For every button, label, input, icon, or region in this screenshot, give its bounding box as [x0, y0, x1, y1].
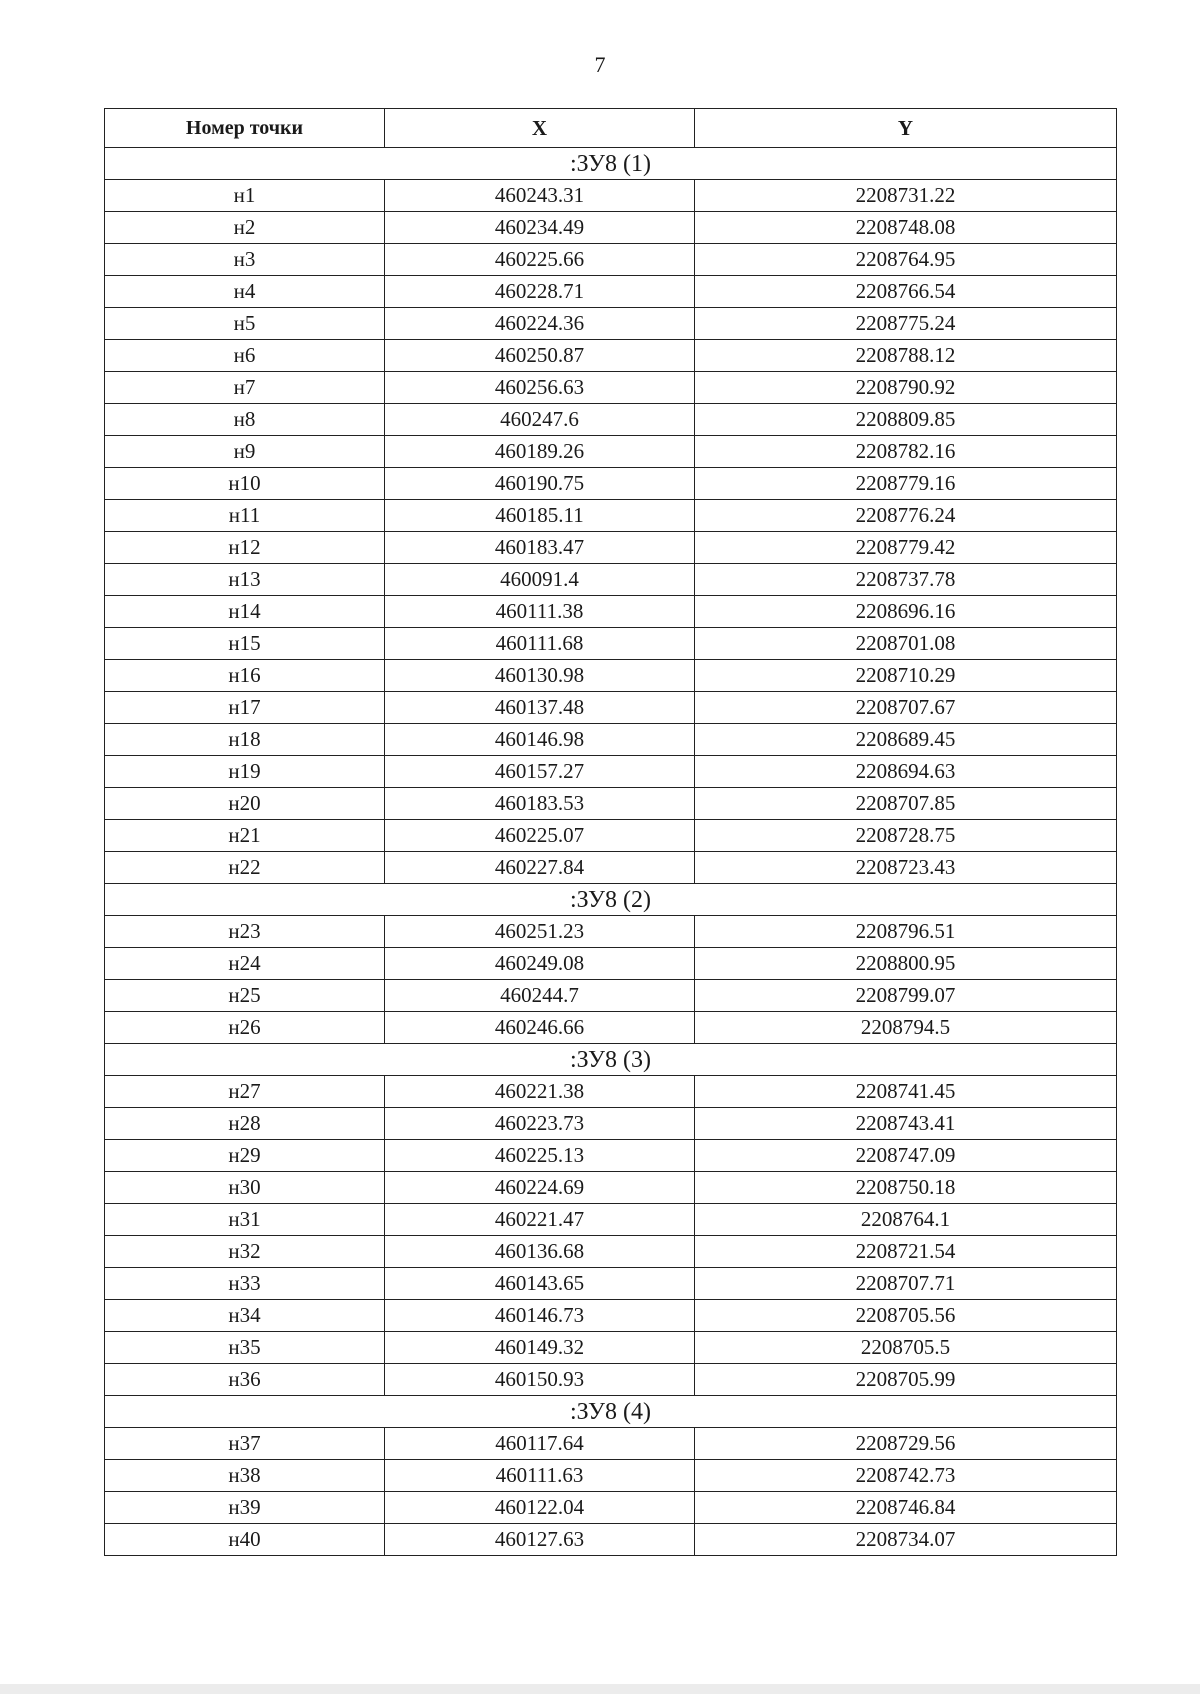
point-number-cell: н5	[105, 308, 385, 340]
point-number-cell: н15	[105, 628, 385, 660]
x-coordinate-cell: 460225.66	[385, 244, 695, 276]
table-row	[105, 1492, 1117, 1524]
point-number-cell: н10	[105, 468, 385, 500]
y-coordinate-cell: 2208734.07	[695, 1524, 1117, 1556]
y-coordinate-cell: 2208743.41	[695, 1108, 1117, 1140]
x-coordinate-cell: 460234.49	[385, 212, 695, 244]
x-coordinate-cell: 460111.68	[385, 628, 695, 660]
x-coordinate-cell: 460244.7	[385, 980, 695, 1012]
header-point-number: Номер точки	[105, 109, 385, 148]
section-title: :ЗУ8 (1)	[105, 148, 1117, 180]
table-row	[105, 820, 1117, 852]
point-number-cell: н31	[105, 1204, 385, 1236]
table-row	[105, 1236, 1117, 1268]
section-row	[105, 148, 1117, 180]
point-number-cell: н26	[105, 1012, 385, 1044]
y-coordinate-cell: 2208809.85	[695, 404, 1117, 436]
point-number-cell: н28	[105, 1108, 385, 1140]
point-number-cell: н18	[105, 724, 385, 756]
table-row	[105, 564, 1117, 596]
table-row	[105, 276, 1117, 308]
table-row	[105, 660, 1117, 692]
table-row	[105, 1268, 1117, 1300]
x-coordinate-cell: 460183.53	[385, 788, 695, 820]
table-row	[105, 756, 1117, 788]
point-number-cell: н40	[105, 1524, 385, 1556]
x-coordinate-cell: 460111.38	[385, 596, 695, 628]
x-coordinate-cell: 460225.07	[385, 820, 695, 852]
x-coordinate-cell: 460223.73	[385, 1108, 695, 1140]
x-coordinate-cell: 460117.64	[385, 1428, 695, 1460]
x-coordinate-cell: 460190.75	[385, 468, 695, 500]
table-row	[105, 1172, 1117, 1204]
header-x: X	[385, 109, 695, 148]
y-coordinate-cell: 2208710.29	[695, 660, 1117, 692]
x-coordinate-cell: 460224.36	[385, 308, 695, 340]
point-number-cell: н6	[105, 340, 385, 372]
point-number-cell: н34	[105, 1300, 385, 1332]
section-row	[105, 884, 1117, 916]
x-coordinate-cell: 460227.84	[385, 852, 695, 884]
point-number-cell: н20	[105, 788, 385, 820]
x-coordinate-cell: 460146.98	[385, 724, 695, 756]
x-coordinate-cell: 460136.68	[385, 1236, 695, 1268]
x-coordinate-cell: 460228.71	[385, 276, 695, 308]
x-coordinate-cell: 460143.65	[385, 1268, 695, 1300]
point-number-cell: н19	[105, 756, 385, 788]
table-row	[105, 308, 1117, 340]
section-row	[105, 1396, 1117, 1428]
x-coordinate-cell: 460146.73	[385, 1300, 695, 1332]
y-coordinate-cell: 2208707.85	[695, 788, 1117, 820]
x-coordinate-cell: 460247.6	[385, 404, 695, 436]
y-coordinate-cell: 2208779.16	[695, 468, 1117, 500]
table-row	[105, 596, 1117, 628]
y-coordinate-cell: 2208790.92	[695, 372, 1117, 404]
point-number-cell: н37	[105, 1428, 385, 1460]
table-row	[105, 948, 1117, 980]
y-coordinate-cell: 2208729.56	[695, 1428, 1117, 1460]
coordinates-table	[104, 108, 1117, 1556]
y-coordinate-cell: 2208776.24	[695, 500, 1117, 532]
table-row	[105, 244, 1117, 276]
point-number-cell: н11	[105, 500, 385, 532]
point-number-cell: н25	[105, 980, 385, 1012]
x-coordinate-cell: 460243.31	[385, 180, 695, 212]
y-coordinate-cell: 2208799.07	[695, 980, 1117, 1012]
table-row	[105, 1428, 1117, 1460]
point-number-cell: н29	[105, 1140, 385, 1172]
table-body	[105, 148, 1117, 1556]
y-coordinate-cell: 2208731.22	[695, 180, 1117, 212]
y-coordinate-cell: 2208705.5	[695, 1332, 1117, 1364]
x-coordinate-cell: 460225.13	[385, 1140, 695, 1172]
table-row	[105, 628, 1117, 660]
point-number-cell: н21	[105, 820, 385, 852]
x-coordinate-cell: 460221.47	[385, 1204, 695, 1236]
y-coordinate-cell: 2208748.08	[695, 212, 1117, 244]
page-bottom-edge	[0, 1684, 1200, 1694]
y-coordinate-cell: 2208694.63	[695, 756, 1117, 788]
x-coordinate-cell: 460221.38	[385, 1076, 695, 1108]
table-row	[105, 468, 1117, 500]
point-number-cell: н22	[105, 852, 385, 884]
table-row	[105, 1012, 1117, 1044]
table-row	[105, 1460, 1117, 1492]
y-coordinate-cell: 2208737.78	[695, 564, 1117, 596]
table-row	[105, 852, 1117, 884]
table-row	[105, 372, 1117, 404]
x-coordinate-cell: 460183.47	[385, 532, 695, 564]
table-row	[105, 1140, 1117, 1172]
point-number-cell: н30	[105, 1172, 385, 1204]
point-number-cell: н14	[105, 596, 385, 628]
point-number-cell: н12	[105, 532, 385, 564]
x-coordinate-cell: 460157.27	[385, 756, 695, 788]
x-coordinate-cell: 460122.04	[385, 1492, 695, 1524]
table-row	[105, 692, 1117, 724]
table-row	[105, 980, 1117, 1012]
point-number-cell: н35	[105, 1332, 385, 1364]
x-coordinate-cell: 460111.63	[385, 1460, 695, 1492]
x-coordinate-cell: 460250.87	[385, 340, 695, 372]
y-coordinate-cell: 2208701.08	[695, 628, 1117, 660]
point-number-cell: н8	[105, 404, 385, 436]
table-row	[105, 212, 1117, 244]
y-coordinate-cell: 2208796.51	[695, 916, 1117, 948]
point-number-cell: н2	[105, 212, 385, 244]
x-coordinate-cell: 460091.4	[385, 564, 695, 596]
x-coordinate-cell: 460249.08	[385, 948, 695, 980]
x-coordinate-cell: 460130.98	[385, 660, 695, 692]
table-row	[105, 1524, 1117, 1556]
y-coordinate-cell: 2208750.18	[695, 1172, 1117, 1204]
point-number-cell: н7	[105, 372, 385, 404]
point-number-cell: н23	[105, 916, 385, 948]
x-coordinate-cell: 460185.11	[385, 500, 695, 532]
point-number-cell: н17	[105, 692, 385, 724]
y-coordinate-cell: 2208800.95	[695, 948, 1117, 980]
table-row	[105, 1364, 1117, 1396]
table-row	[105, 500, 1117, 532]
y-coordinate-cell: 2208723.43	[695, 852, 1117, 884]
point-number-cell: н32	[105, 1236, 385, 1268]
x-coordinate-cell: 460189.26	[385, 436, 695, 468]
y-coordinate-cell: 2208794.5	[695, 1012, 1117, 1044]
y-coordinate-cell: 2208707.67	[695, 692, 1117, 724]
x-coordinate-cell: 460251.23	[385, 916, 695, 948]
point-number-cell: н13	[105, 564, 385, 596]
table-row	[105, 532, 1117, 564]
y-coordinate-cell: 2208775.24	[695, 308, 1117, 340]
y-coordinate-cell: 2208782.16	[695, 436, 1117, 468]
header-y: Y	[695, 109, 1117, 148]
table-header-row	[105, 109, 1117, 148]
point-number-cell: н24	[105, 948, 385, 980]
point-number-cell: н4	[105, 276, 385, 308]
y-coordinate-cell: 2208707.71	[695, 1268, 1117, 1300]
table-row	[105, 1108, 1117, 1140]
y-coordinate-cell: 2208705.99	[695, 1364, 1117, 1396]
y-coordinate-cell: 2208764.1	[695, 1204, 1117, 1236]
table-row	[105, 1204, 1117, 1236]
y-coordinate-cell: 2208705.56	[695, 1300, 1117, 1332]
point-number-cell: н38	[105, 1460, 385, 1492]
x-coordinate-cell: 460149.32	[385, 1332, 695, 1364]
page-number: 7	[594, 52, 606, 77]
x-coordinate-cell: 460246.66	[385, 1012, 695, 1044]
x-coordinate-cell: 460224.69	[385, 1172, 695, 1204]
table-row	[105, 404, 1117, 436]
y-coordinate-cell: 2208742.73	[695, 1460, 1117, 1492]
point-number-cell: н33	[105, 1268, 385, 1300]
section-title: :ЗУ8 (2)	[105, 884, 1117, 916]
point-number-cell: н39	[105, 1492, 385, 1524]
y-coordinate-cell: 2208764.95	[695, 244, 1117, 276]
y-coordinate-cell: 2208721.54	[695, 1236, 1117, 1268]
x-coordinate-cell: 460137.48	[385, 692, 695, 724]
table-row	[105, 724, 1117, 756]
y-coordinate-cell: 2208766.54	[695, 276, 1117, 308]
point-number-cell: н36	[105, 1364, 385, 1396]
y-coordinate-cell: 2208746.84	[695, 1492, 1117, 1524]
table-row	[105, 180, 1117, 212]
point-number-cell: н27	[105, 1076, 385, 1108]
y-coordinate-cell: 2208689.45	[695, 724, 1117, 756]
point-number-cell: н9	[105, 436, 385, 468]
table-row	[105, 1076, 1117, 1108]
section-title: :ЗУ8 (4)	[105, 1396, 1117, 1428]
table-row	[105, 436, 1117, 468]
y-coordinate-cell: 2208728.75	[695, 820, 1117, 852]
table-row	[105, 916, 1117, 948]
y-coordinate-cell: 2208747.09	[695, 1140, 1117, 1172]
y-coordinate-cell: 2208788.12	[695, 340, 1117, 372]
table-row	[105, 788, 1117, 820]
x-coordinate-cell: 460150.93	[385, 1364, 695, 1396]
y-coordinate-cell: 2208696.16	[695, 596, 1117, 628]
table-row	[105, 1332, 1117, 1364]
table-row	[105, 1300, 1117, 1332]
table-row	[105, 340, 1117, 372]
y-coordinate-cell: 2208741.45	[695, 1076, 1117, 1108]
section-row	[105, 1044, 1117, 1076]
point-number-cell: н3	[105, 244, 385, 276]
x-coordinate-cell: 460127.63	[385, 1524, 695, 1556]
point-number-cell: н16	[105, 660, 385, 692]
y-coordinate-cell: 2208779.42	[695, 532, 1117, 564]
x-coordinate-cell: 460256.63	[385, 372, 695, 404]
section-title: :ЗУ8 (3)	[105, 1044, 1117, 1076]
point-number-cell: н1	[105, 180, 385, 212]
